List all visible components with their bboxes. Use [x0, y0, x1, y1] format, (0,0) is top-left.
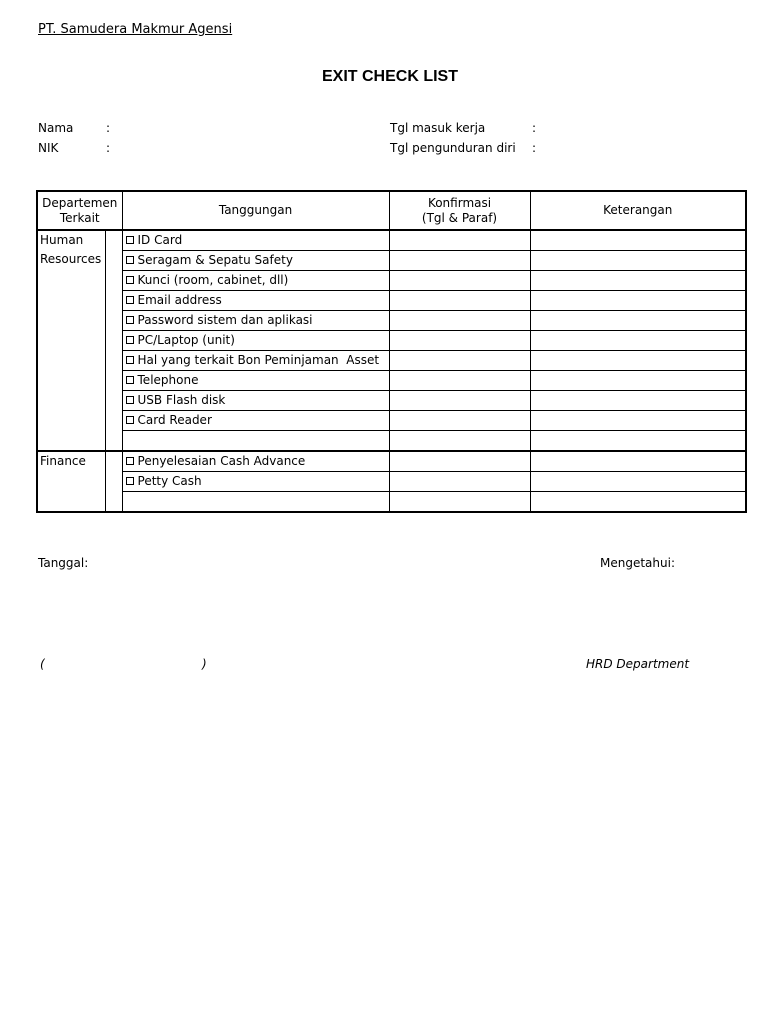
table-row-empty	[37, 492, 746, 513]
notes-cell[interactable]	[530, 311, 746, 331]
item-cell	[122, 271, 389, 291]
table-row	[37, 391, 746, 411]
item-cell[interactable]	[122, 492, 389, 513]
field-tgl-masuk-label: Tgl masuk kerja	[390, 121, 486, 135]
field-tgl-pengunduran-label: Tgl pengunduran diri	[390, 141, 516, 155]
table-row	[37, 291, 746, 311]
table-row	[37, 331, 746, 351]
field-nama-label: Nama	[38, 121, 74, 135]
item-cell	[122, 411, 389, 431]
notes-cell[interactable]	[530, 331, 746, 351]
item-cell	[122, 291, 389, 311]
confirm-cell[interactable]	[389, 230, 530, 251]
confirm-cell[interactable]	[389, 371, 530, 391]
item-label: Hal yang terkait Bon Peminjaman Asset	[137, 353, 380, 367]
checkbox-icon[interactable]	[126, 457, 134, 465]
item-cell	[122, 391, 389, 411]
item-cell	[122, 311, 389, 331]
notes-cell[interactable]	[530, 451, 746, 472]
checkbox-icon[interactable]	[126, 396, 134, 404]
signature-close-paren: )	[202, 657, 207, 671]
table-row-empty	[37, 431, 746, 452]
confirm-cell[interactable]	[389, 291, 530, 311]
header-confirm-line1: Konfirmasi	[427, 195, 492, 210]
company-name: PT. Samudera Makmur Agensi	[38, 22, 233, 37]
item-label: Card Reader	[137, 413, 212, 427]
dept-finance: Finance	[37, 451, 105, 512]
item-label: PC/Laptop (unit)	[137, 333, 235, 347]
checkbox-icon[interactable]	[126, 336, 134, 344]
field-tgl-pengunduran-colon: :	[532, 141, 537, 155]
item-label: Penyelesaian Cash Advance	[137, 454, 306, 468]
confirm-cell[interactable]	[389, 271, 530, 291]
item-cell	[122, 371, 389, 391]
notes-cell[interactable]	[530, 271, 746, 291]
dept-spacer	[105, 451, 122, 512]
item-label: Password sistem dan aplikasi	[137, 313, 313, 327]
hrd-department-label: HRD Department	[586, 657, 690, 671]
table-row	[37, 451, 746, 472]
confirm-cell[interactable]	[389, 492, 530, 513]
dept-human-resources: Human Resources	[37, 230, 105, 451]
checkbox-icon[interactable]	[126, 356, 134, 364]
item-label: Petty Cash	[137, 474, 202, 488]
item-label: Telephone	[137, 373, 199, 387]
table-row	[37, 371, 746, 391]
field-nama-colon: :	[106, 121, 111, 135]
item-label: Kunci (room, cabinet, dll)	[137, 273, 289, 287]
table-header-row	[37, 191, 746, 230]
checkbox-icon[interactable]	[126, 256, 134, 264]
notes-cell[interactable]	[530, 230, 746, 251]
table-row	[37, 472, 746, 492]
table-row	[37, 411, 746, 431]
item-label: ID Card	[137, 233, 183, 247]
confirm-cell[interactable]	[389, 311, 530, 331]
confirm-cell[interactable]	[389, 431, 530, 452]
item-cell	[122, 472, 389, 492]
table-row	[37, 311, 746, 331]
item-label: Email address	[137, 293, 222, 307]
item-label: USB Flash disk	[137, 393, 226, 407]
checkbox-icon[interactable]	[126, 236, 134, 244]
notes-cell[interactable]	[530, 391, 746, 411]
notes-cell[interactable]	[530, 351, 746, 371]
dept-spacer	[105, 230, 122, 451]
item-cell	[122, 251, 389, 271]
confirm-cell[interactable]	[389, 472, 530, 492]
field-nik-label: NIK	[38, 141, 59, 155]
checkbox-icon[interactable]	[126, 376, 134, 384]
date-label: Tanggal:	[38, 556, 89, 570]
confirm-cell[interactable]	[389, 331, 530, 351]
notes-cell[interactable]	[530, 472, 746, 492]
checkbox-icon[interactable]	[126, 316, 134, 324]
signature-open-paren: (	[40, 657, 45, 671]
notes-cell[interactable]	[530, 411, 746, 431]
notes-cell[interactable]	[530, 492, 746, 513]
checkbox-icon[interactable]	[126, 296, 134, 304]
item-cell	[122, 451, 389, 472]
exit-checklist-table	[36, 190, 747, 513]
notes-cell[interactable]	[530, 251, 746, 271]
confirm-cell[interactable]	[389, 411, 530, 431]
item-label: Seragam & Sepatu Safety	[137, 253, 293, 267]
table-row	[37, 351, 746, 371]
item-cell	[122, 331, 389, 351]
header-notes: Keterangan	[530, 191, 746, 230]
notes-cell[interactable]	[530, 371, 746, 391]
checkbox-icon[interactable]	[126, 477, 134, 485]
header-confirm-line2: (Tgl & Paraf)	[421, 210, 498, 225]
table-row	[37, 271, 746, 291]
field-tgl-masuk-colon: :	[532, 121, 537, 135]
confirm-cell[interactable]	[389, 391, 530, 411]
notes-cell[interactable]	[530, 431, 746, 452]
confirm-cell[interactable]	[389, 451, 530, 472]
header-items: Tanggungan	[122, 191, 389, 230]
header-confirm	[389, 191, 530, 230]
field-nik-colon: :	[106, 141, 111, 155]
ack-label: Mengetahui:	[600, 556, 675, 570]
table-row	[37, 230, 746, 251]
page-title: EXIT CHECK LIST	[321, 68, 458, 85]
item-cell	[122, 230, 389, 251]
item-cell[interactable]	[122, 431, 389, 452]
checkbox-icon[interactable]	[126, 416, 134, 424]
header-dept: Departemen Terkait	[37, 191, 122, 230]
confirm-cell[interactable]	[389, 351, 530, 371]
confirm-cell[interactable]	[389, 251, 530, 271]
checkbox-icon[interactable]	[126, 276, 134, 284]
notes-cell[interactable]	[530, 291, 746, 311]
table-row	[37, 251, 746, 271]
item-cell	[122, 351, 389, 371]
